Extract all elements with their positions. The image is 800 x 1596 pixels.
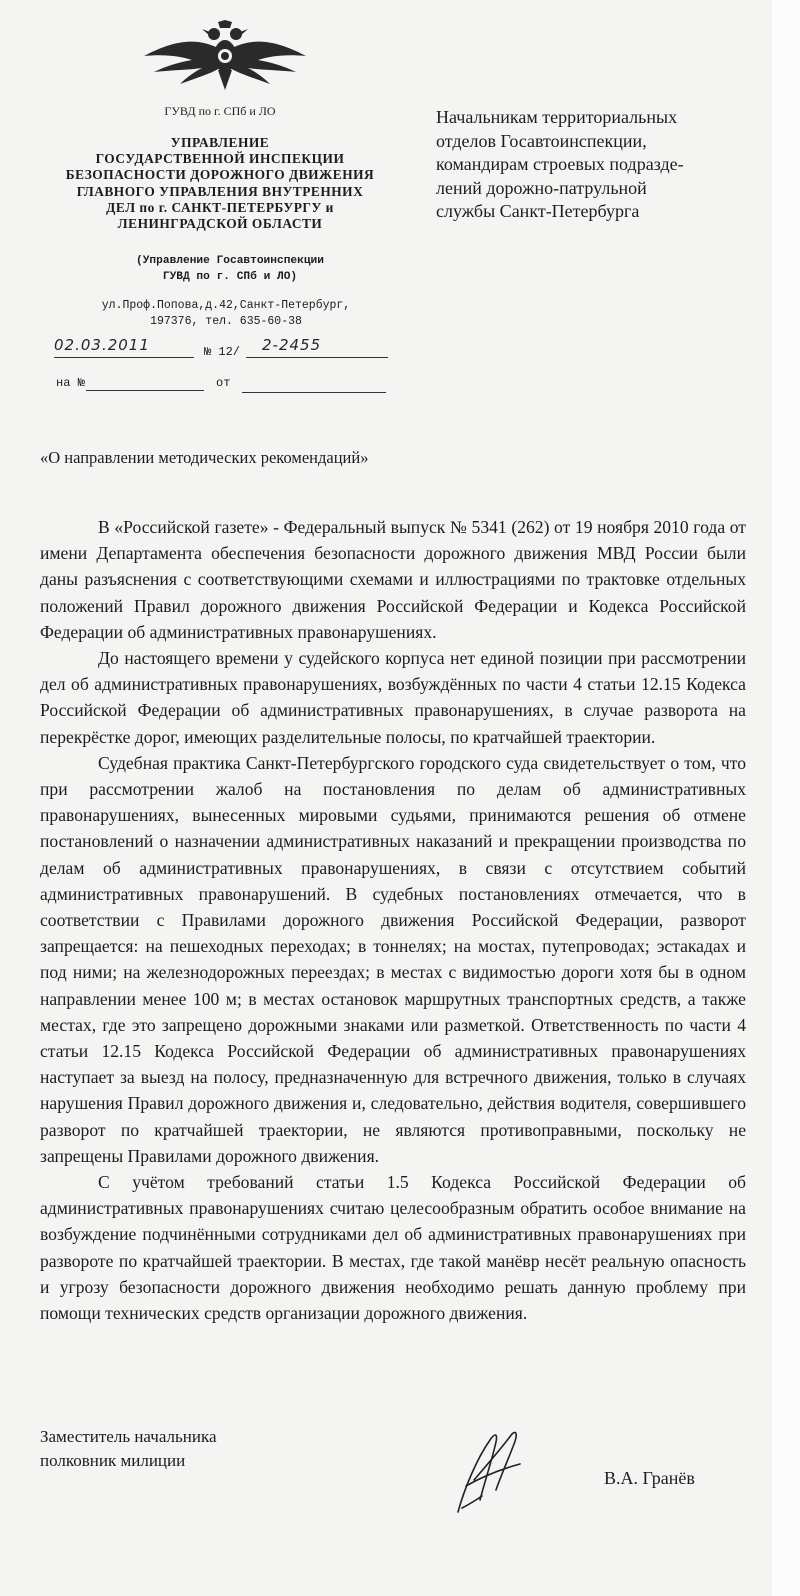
- ref-from-label: от: [216, 376, 231, 390]
- letter-subject: «О направлении методических рекомендаций»: [40, 448, 369, 467]
- org-line: ДЕЛ по г. САНКТ-ПЕТЕРБУРГУ и: [106, 199, 334, 215]
- org-line: УПРАВЛЕНИЕ: [170, 135, 270, 150]
- ref-label: на №: [56, 376, 85, 390]
- org-abbr-line: ГУВД по г. СПб и ЛО): [162, 271, 298, 283]
- body-paragraph: С учётом требований статьи 1.5 Кодекса Российской Федерации об административных правонарушениях считаю целесообразным обратить особое внимание на возбуждение подчинёнными сотрудниками дел об административных правонарушениях при развороте по кратчайшей траектории. В местах, где такой манёвр несёт реальную опасность и угрозу безопасности дорожного движения необходимо решать данную проблему при помощи технических средств организации дорожного движения.: [40, 1172, 746, 1324]
- addressee-line: отделов Госавтоинспекции,: [436, 130, 647, 151]
- address-line: 197376, тел. 635-60-38: [150, 315, 302, 328]
- handwritten-signature-icon: [440, 1420, 550, 1520]
- signatory-name: В.А. Гранёв: [604, 1468, 695, 1488]
- body-paragraph: Судебная практика Санкт-Петербургского городского суда свидетельствует о том, что при рассмотрении жалоб на постановления по делам об административных правонарушениях, вынесенных мировыми судьями, принимаются решения об отмене постановлений о назначении административных наказаний и прекращении производства по делам об административных правонарушениях, в связи с отсутствием событий административных правонарушений. В судебных постановлениях отмечается, что в соответствии с Правилами дорожного движения Российской Федерации, разворот запрещается: на пешеходных переходах; в тоннелях; на мостах, путепроводах; эстакадах и под ними; на железнодорожных переездах; в местах с видимостью дороги хотя бы в одном направлении менее 100 м; в местах остановок маршрутных транспортных средств, а также местах, где это запрещено дорожными знаками или разметкой. Ответственность по части 4 статьи 12.15 Кодекса Российской Федерации об административных правонарушениях наступает за выезд на полосу, предназначенную для встречного движения, только в случаях нарушения Правил дорожного движения и, следовательно, действия водителя, совершившего разворот по кратчайшей траектории, не являются противоправными, поскольку не запрещены Правилами дорожного движения.: [40, 752, 746, 1166]
- addressee-line: службы Санкт-Петербурга: [436, 201, 640, 221]
- org-line: ГОСУДАРСТВЕННОЙ ИНСПЕКЦИИ: [95, 151, 345, 167]
- org-address: [56, 298, 396, 330]
- addressee-line: командирам строевых подразде-: [436, 154, 684, 174]
- address-line: ул.Проф.Попова,д.42,Санкт-Петербург,: [101, 299, 351, 312]
- ref-number-underline: [86, 390, 204, 391]
- org-full-name: [40, 135, 400, 232]
- ref-date-underline: [242, 392, 386, 393]
- addressee-line: Начальникам территориальных: [436, 107, 678, 127]
- reg-number-underline: [246, 357, 388, 358]
- signatory-position-line: полковник милиции: [40, 1451, 186, 1470]
- org-line: ГЛАВНОГО УПРАВЛЕНИЯ ВНУТРЕННИХ: [76, 183, 364, 199]
- scan-edge: [772, 0, 800, 1596]
- org-short-name: ГУВД по г. СПб и ЛО: [164, 104, 276, 118]
- org-line: ЛЕНИНГРАДСКОЙ ОБЛАСТИ: [117, 216, 323, 232]
- letter-body: [40, 514, 746, 1326]
- eagle-emblem-icon: [140, 20, 310, 92]
- addressee-line: лений дорожно-патрульной: [436, 177, 647, 198]
- addressee-block: [436, 106, 756, 224]
- org-abbreviation: [60, 253, 400, 285]
- body-paragraph: До настоящего времени у судейского корпуса нет единой позиции при рассмотрении дел об административных правонарушениях, возбуждённых по части 4 статьи 12.15 Кодекса Российской Федерации об административных правонарушениях, в случае разворота на перекрёстке дорог, имеющих разделительные полосы, по кратчайшей траектории.: [40, 648, 746, 747]
- signatory-position-line: Заместитель начальника: [40, 1427, 217, 1446]
- reg-number-label: № 12/: [204, 345, 241, 359]
- reg-date: 02.03.2011: [54, 336, 150, 354]
- reg-date-underline: [54, 357, 194, 358]
- reg-number: 2-2455: [262, 336, 322, 354]
- org-line: БЕЗОПАСНОСТИ ДОРОЖНОГО ДВИЖЕНИЯ: [65, 167, 375, 183]
- org-abbr-line: (Управление Госавтоинспекции: [136, 255, 324, 267]
- signatory-position: [40, 1425, 217, 1473]
- body-paragraph: В «Российской газете» - Федеральный выпуск № 5341 (262) от 19 ноября 2010 года от имени Департамента обеспечения безопасности дорожного движения МВД России были даны разъяснения с соответствующими схемами и иллюстрациями по трактовке отдельных положений Правил дорожного движения Российской Федерации и Кодекса Российской Федерации об административных правонарушениях.: [40, 517, 746, 642]
